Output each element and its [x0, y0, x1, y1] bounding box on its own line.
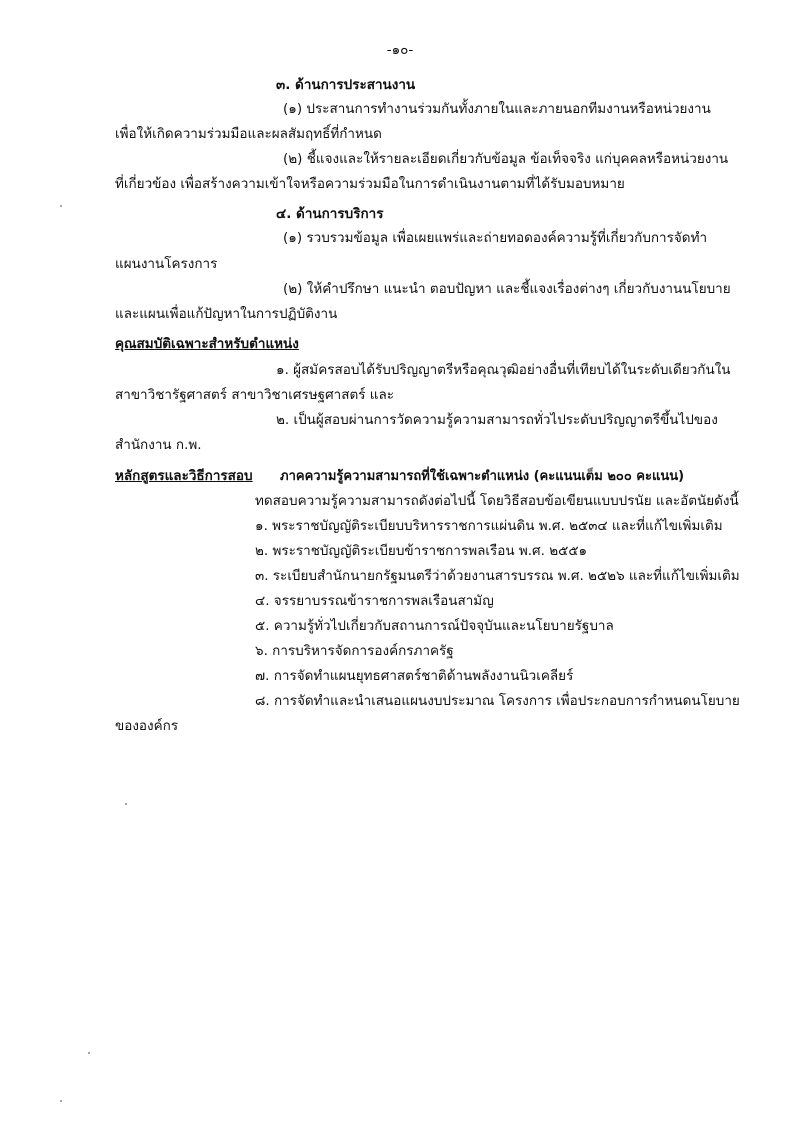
page-number: -๑๐- [386, 42, 414, 58]
exam-topic-8-continued: ขององค์กร [115, 718, 179, 734]
section4-item1-line2: แผนงานโครงการ [115, 256, 218, 272]
section4-heading: ๔. ด้านการบริการ [276, 206, 384, 222]
exam-topic-8: ๘. การจัดทำและนำเสนอแผนงบประมาณ โครงการ เพื่อประกอบการกำหนดนโยบาย [255, 693, 740, 709]
section4-item1-line1: (๑) รวบรวมข้อมูล เพื่อเผยแพร่และถ่ายทอดองค์ความรู้ที่เกี่ยวกับการจัดทำ [283, 230, 708, 246]
section3-heading: ๓. ด้านการประสานงาน [276, 77, 416, 93]
qualifications-item1-line1: ๑. ผู้สมัครสอบได้รับปริญญาตรีหรือคุณวุฒิอย่างอื่นที่เทียบได้ในระดับเดียวกันใน [276, 362, 731, 378]
exam-topic-7: ๗. การจัดทำแผนยุทธศาสตร์ชาติด้านพลังงานนิวเคลียร์ [255, 668, 574, 684]
exam-topic-1: ๑. พระราชบัญญัติระเบียบบริหารราชการแผ่นดิน พ.ศ. ๒๕๓๔ และที่แก้ไขเพิ่มเติม [255, 518, 723, 534]
scan-speck [60, 1100, 62, 1102]
section4-item2-line1: (๒) ให้คำปรึกษา แนะนำ ตอบปัญหา และชี้แจงเรื่องต่างๆ เกี่ยวกับงานนโยบาย [283, 281, 731, 297]
exam-intro: ทดสอบความรู้ความสามารถดังต่อไปนี้ โดยวิธีสอบข้อเขียนแบบปรนัย และอัตนัยดังนี้ [255, 493, 739, 509]
exam-topic-6: ๖. การบริหารจัดการองค์กรภาครัฐ [255, 643, 454, 659]
scan-speck [88, 1052, 90, 1054]
scan-speck [60, 205, 62, 207]
qualifications-item1-line2: สาขาวิชารัฐศาสตร์ สาขาวิชาเศรษฐศาสตร์ และ [115, 387, 395, 403]
exam-topic-4: ๔. จรรยาบรรณข้าราชการพลเรือนสามัญ [255, 593, 494, 609]
scan-speck [125, 803, 127, 805]
qualifications-heading: คุณสมบัติเฉพาะสำหรับตำแหน่ง [115, 336, 299, 352]
section3-item2-line2: ที่เกี่ยวข้อง เพื่อสร้างความเข้าใจหรือความร่วมมือในการดำเนินงานตามที่ได้รับมอบหมาย [115, 176, 625, 192]
section3-item1-line2: เพื่อให้เกิดความร่วมมือและผลสัมฤทธิ์ที่กำหนด [115, 126, 382, 142]
section3-item2-line1: (๒) ชี้แจงและให้รายละเอียดเกี่ยวกับข้อมูล ข้อเท็จจริง แก่บุคคลหรือหน่วยงาน [283, 151, 729, 167]
qualifications-item2-line2: สำนักงาน ก.พ. [115, 437, 202, 453]
exam-topic-5: ๕. ความรู้ทั่วไปเกี่ยวกับสถานการณ์ปัจจุบันและนโยบายรัฐบาล [255, 618, 614, 634]
section4-item2-line2: และแผนเพื่อแก้ปัญหาในการปฏิบัติงาน [115, 306, 338, 322]
exam-topic-3: ๓. ระเบียบสำนักนายกรัฐมนตรีว่าด้วยงานสารบรรณ พ.ศ. ๒๕๒๖ และที่แก้ไขเพิ่มเติม [255, 568, 740, 584]
exam-heading: หลักสูตรและวิธีการสอบ [115, 468, 253, 484]
exam-topic-2: ๒. พระราชบัญญัติระเบียบข้าราชการพลเรือน พ.ศ. ๒๕๕๑ [255, 543, 588, 559]
exam-subheading: ภาคความรู้ความสามารถที่ใช้เฉพาะตำแหน่ง (คะแนนเต็ม ๒๐๐ คะแนน) [280, 469, 685, 484]
qualifications-item2-line1: ๒. เป็นผู้สอบผ่านการวัดความรู้ความสามารถทั่วไประดับปริญญาตรีขึ้นไปของ [276, 412, 718, 428]
section3-item1-line1: (๑) ประสานการทำงานร่วมกันทั้งภายในและภายนอกทีมงานหรือหน่วยงาน [283, 101, 711, 117]
